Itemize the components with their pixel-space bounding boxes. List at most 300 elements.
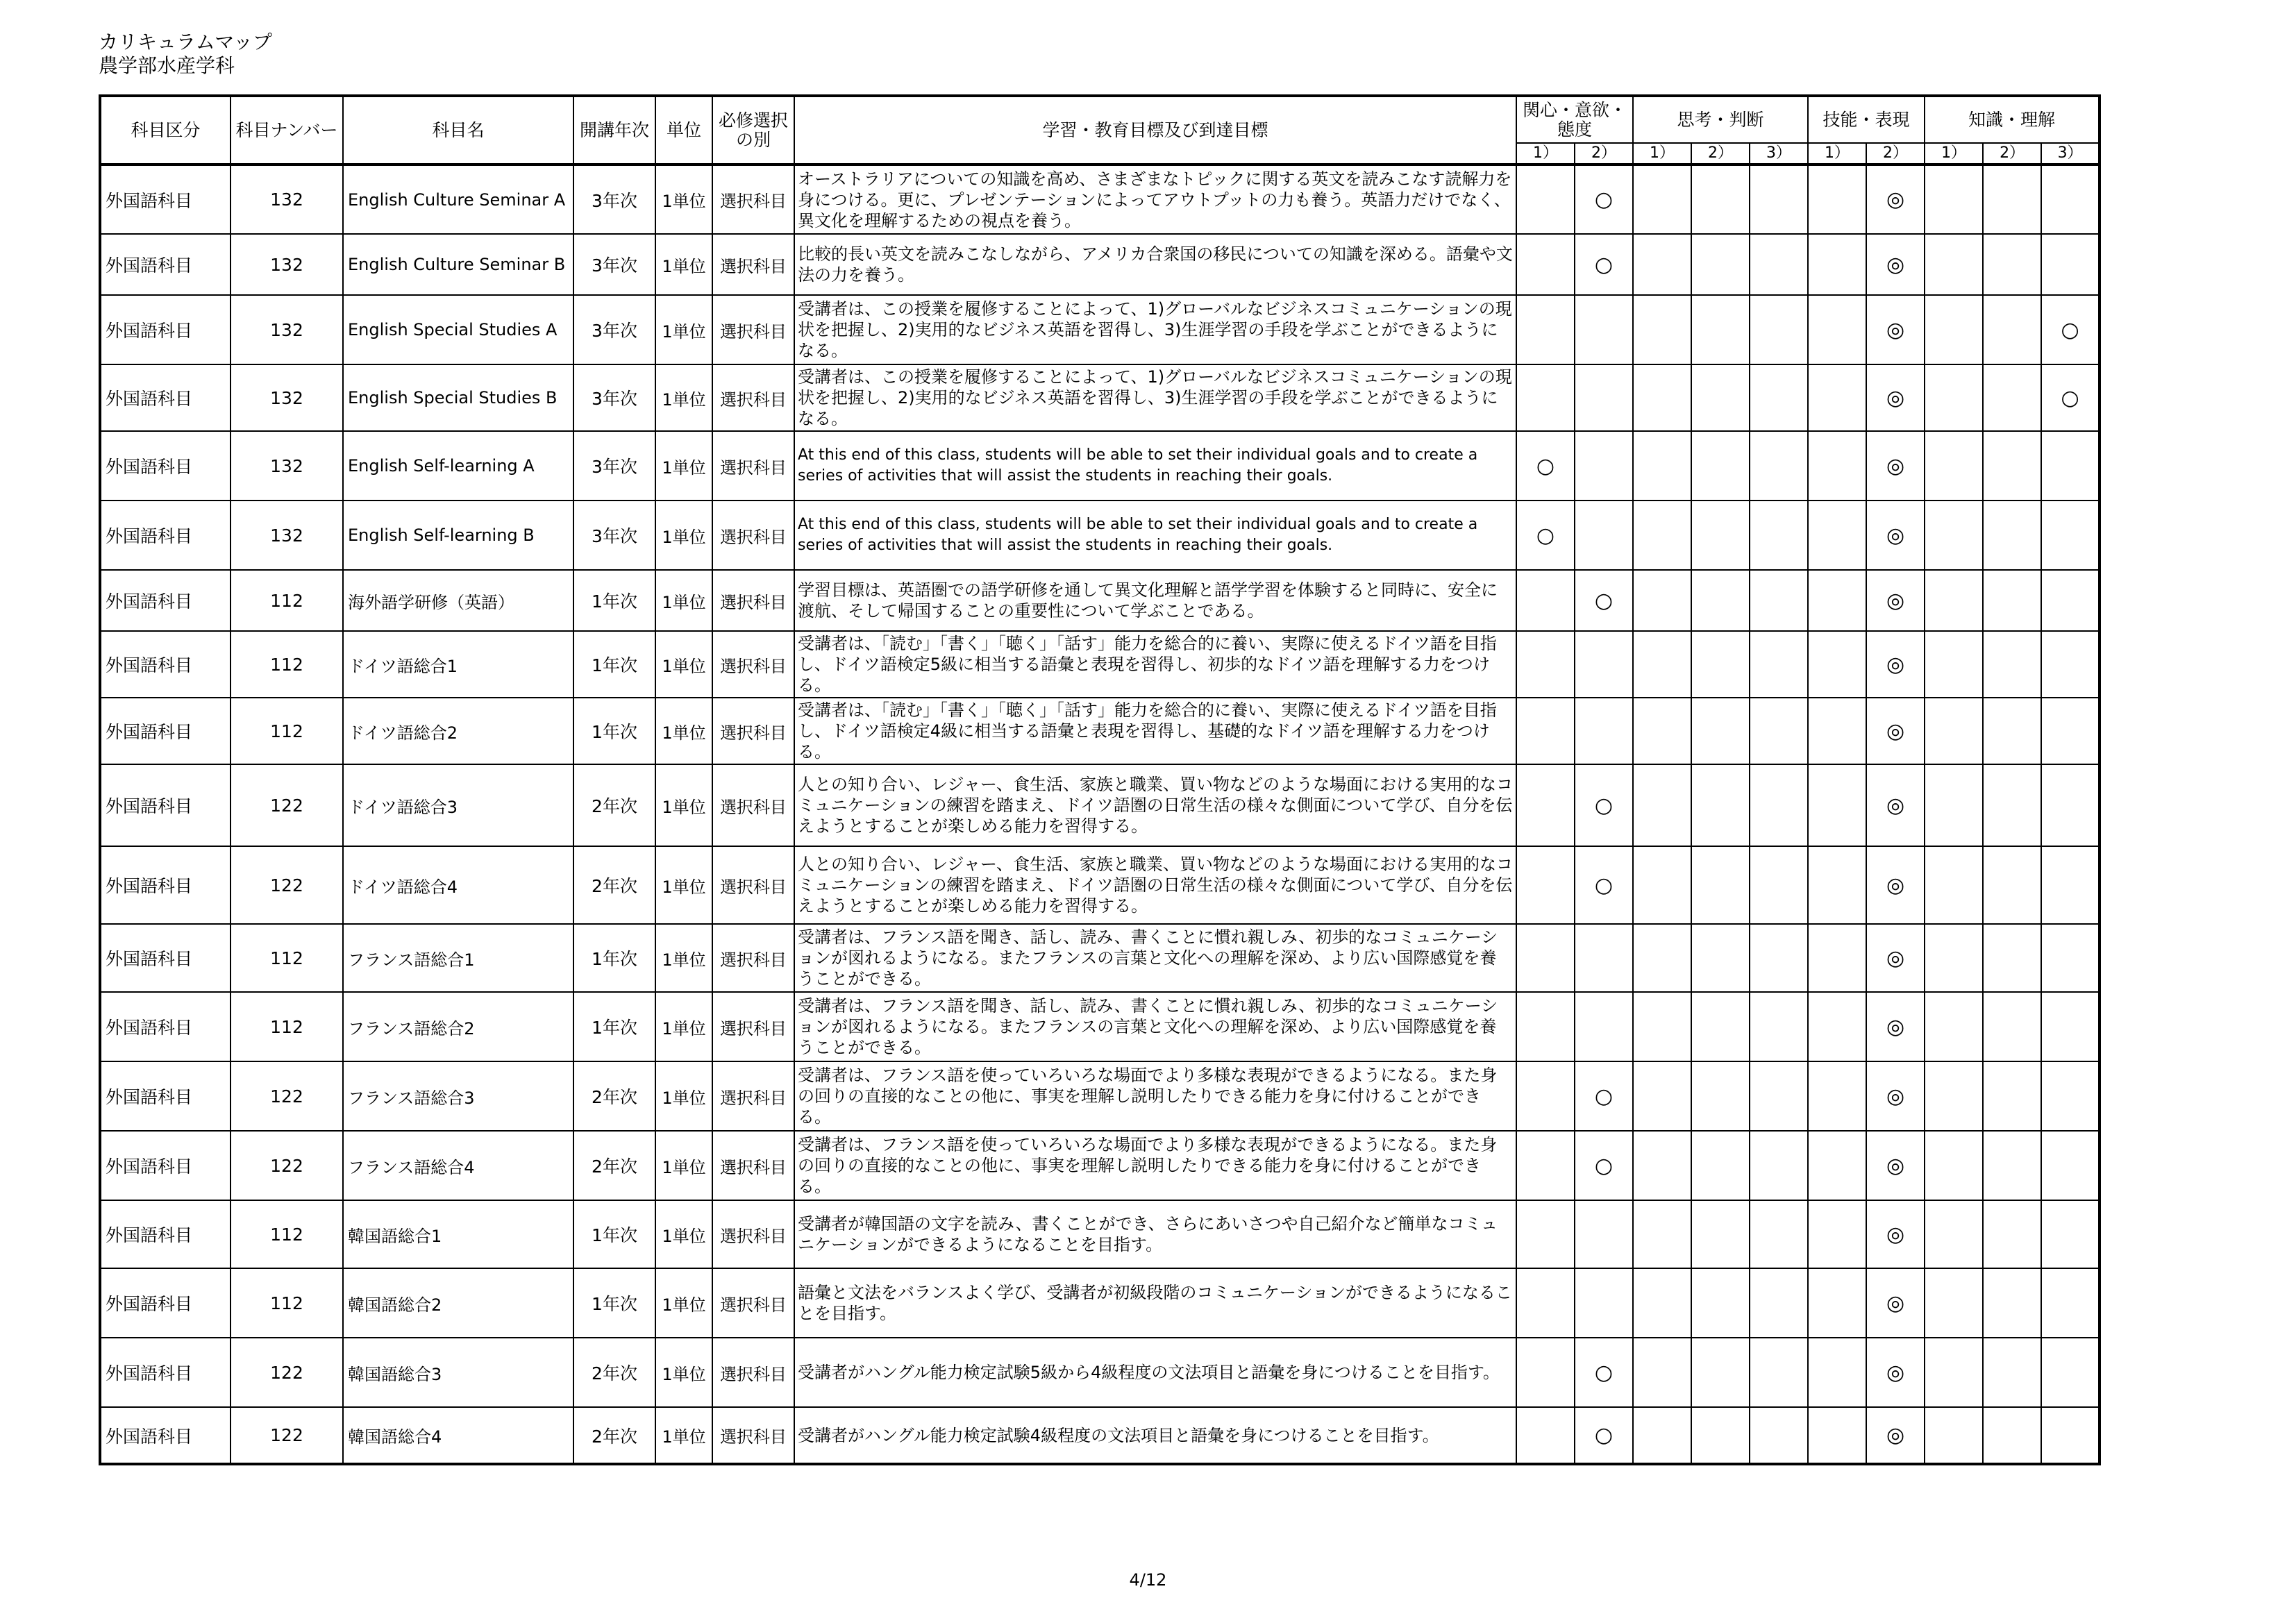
header-group-attitude: 関心・意欲・態度 [1516,96,1633,143]
table-row [100,698,2100,764]
mark-cell [1808,234,1866,295]
goal-cell: 受講者は、フランス語を使っていろいろな場面でより多様な表現ができるようになる。また身の回りの直接的なことの他に、事実を理解し説明したりできる能力を身に付けることができる。 [794,1061,1516,1131]
mark-cell [1516,924,1575,992]
required-cell: 選択科目 [712,165,794,234]
mark-cell [1633,431,1691,501]
mark-cell [1633,992,1691,1061]
category-cell: 外国語科目 [100,698,231,764]
year-cell: 2年次 [573,846,655,924]
year-cell: 3年次 [573,501,655,570]
mark-cell [1925,698,1983,764]
mark-cell [1925,764,1983,846]
mark-cell [1691,1061,1750,1131]
unit-cell: 1単位 [655,570,712,631]
mark-cell [1633,1268,1691,1338]
table-row [100,501,2100,570]
subject-name-cell: ドイツ語総合2 [343,698,573,764]
category-cell: 外国語科目 [100,924,231,992]
mark-cell: ◎ [1866,431,1925,501]
mark-cell [1808,295,1866,364]
mark-cell [1516,295,1575,364]
category-cell: 外国語科目 [100,165,231,234]
unit-cell: 1単位 [655,631,712,698]
header-sub-4: 3） [1750,143,1808,165]
mark-cell [1808,1200,1866,1268]
mark-cell [2041,698,2100,764]
mark-cell [1750,846,1808,924]
category-cell: 外国語科目 [100,1338,231,1407]
mark-cell [1691,1338,1750,1407]
mark-cell [2041,1131,2100,1200]
category-cell: 外国語科目 [100,234,231,295]
header-sub-8: 2） [1983,143,2041,165]
subject-name-cell: フランス語総合4 [343,1131,573,1200]
mark-cell [1808,924,1866,992]
mark-cell [1633,1200,1691,1268]
number-cell: 122 [231,1338,343,1407]
subject-name-cell: English Culture Seminar A [343,165,573,234]
number-cell: 132 [231,295,343,364]
year-cell: 1年次 [573,570,655,631]
mark-cell [1925,992,1983,1061]
table-row [100,570,2100,631]
category-cell: 外国語科目 [100,431,231,501]
mark-cell [1691,234,1750,295]
mark-cell: ◎ [1866,924,1925,992]
mark-cell [2041,431,2100,501]
number-cell: 122 [231,1061,343,1131]
mark-cell: ◎ [1866,1407,1925,1464]
mark-cell [1750,764,1808,846]
mark-cell [1516,165,1575,234]
required-cell: 選択科目 [712,1200,794,1268]
mark-cell [2041,631,2100,698]
category-cell: 外国語科目 [100,570,231,631]
header-year: 開講年次 [573,96,655,165]
mark-cell [1691,1407,1750,1464]
mark-cell [1633,631,1691,698]
mark-cell [1925,364,1983,431]
required-cell: 選択科目 [712,992,794,1061]
number-cell: 122 [231,1407,343,1464]
unit-cell: 1単位 [655,165,712,234]
required-cell: 選択科目 [712,234,794,295]
mark-cell [1750,234,1808,295]
mark-cell [1983,764,2041,846]
mark-cell [1983,165,2041,234]
required-cell: 選択科目 [712,1338,794,1407]
mark-cell: ◎ [1866,295,1925,364]
mark-cell [1983,698,2041,764]
unit-cell: 1単位 [655,698,712,764]
mark-cell [2041,846,2100,924]
unit-cell: 1単位 [655,924,712,992]
mark-cell: ○ [1575,1407,1633,1464]
goal-cell: 人との知り合い、レジャー、食生活、家族と職業、買い物などのような場面における実用的なコミュニケーションの練習を踏まえ、ドイツ語圏の日常生活の様々な側面について学び、自分を伝えようとすることが楽しめる能力を習得する。 [794,846,1516,924]
header-sub-5: 1） [1808,143,1866,165]
mark-cell [1808,431,1866,501]
subject-name-cell: English Self-learning B [343,501,573,570]
mark-cell [1633,1061,1691,1131]
mark-cell [1633,846,1691,924]
mark-cell [1925,1407,1983,1464]
category-cell: 外国語科目 [100,992,231,1061]
header-sub-6: 2） [1866,143,1925,165]
required-cell: 選択科目 [712,364,794,431]
goal-cell: 受講者は、「読む」「書く」「聴く」「話す」能力を総合的に養い、実際に使えるドイツ語を目指し、ドイツ語検定4級に相当する語彙と表現を習得し、基礎的なドイツ語を理解する力をつける。 [794,698,1516,764]
number-cell: 112 [231,698,343,764]
mark-cell [1750,1268,1808,1338]
mark-cell: ◎ [1866,846,1925,924]
mark-cell [1691,165,1750,234]
subject-name-cell: ドイツ語総合1 [343,631,573,698]
subject-name-cell: 海外語学研修（英語） [343,570,573,631]
mark-cell [1516,992,1575,1061]
mark-cell [1750,698,1808,764]
table-row [100,631,2100,698]
goal-cell: 受講者は、この授業を履修することによって、1)グローバルなビジネスコミュニケーションの現状を把握し、2)実用的なビジネス英語を習得し、3)生涯学習の手段を学ぶことができるようになる。 [794,364,1516,431]
table-row [100,1131,2100,1200]
mark-cell [1691,1200,1750,1268]
number-cell: 112 [231,570,343,631]
mark-cell [1691,364,1750,431]
mark-cell: ◎ [1866,1061,1925,1131]
unit-cell: 1単位 [655,992,712,1061]
mark-cell [1808,631,1866,698]
subject-name-cell: ドイツ語総合3 [343,764,573,846]
header-sub-9: 3） [2041,143,2100,165]
mark-cell [1516,1200,1575,1268]
goal-cell: 受講者がハングル能力検定試験4級程度の文法項目と語彙を身につけることを目指す。 [794,1407,1516,1464]
mark-cell [1750,1131,1808,1200]
mark-cell: ○ [1516,431,1575,501]
mark-cell [1925,846,1983,924]
number-cell: 122 [231,1131,343,1200]
mark-cell [1925,501,1983,570]
mark-cell [1633,234,1691,295]
mark-cell [1516,1338,1575,1407]
mark-cell [1808,364,1866,431]
unit-cell: 1単位 [655,1200,712,1268]
year-cell: 3年次 [573,165,655,234]
mark-cell [1750,631,1808,698]
year-cell: 3年次 [573,364,655,431]
mark-cell [1983,1338,2041,1407]
number-cell: 132 [231,501,343,570]
mark-cell [1750,295,1808,364]
mark-cell: ◎ [1866,234,1925,295]
mark-cell [1516,846,1575,924]
subject-name-cell: English Special Studies A [343,295,573,364]
required-cell: 選択科目 [712,1268,794,1338]
subject-name-cell: English Special Studies B [343,364,573,431]
mark-cell [2041,570,2100,631]
mark-cell [1925,570,1983,631]
goal-cell: オーストラリアについての知識を高め、さまざまなトピックに関する英文を読みこなす読解力を身につける。更に、プレゼンテーションによってアウトプットの力も養う。英語力だけでなく、異文化を理解するための視点を養う。 [794,165,1516,234]
number-cell: 132 [231,234,343,295]
mark-cell [2041,165,2100,234]
mark-cell [1691,924,1750,992]
unit-cell: 1単位 [655,1338,712,1407]
goal-cell: 人との知り合い、レジャー、食生活、家族と職業、買い物などのような場面における実用的なコミュニケーションの練習を踏まえ、ドイツ語圏の日常生活の様々な側面について学び、自分を伝えようとすることが楽しめる能力を習得する。 [794,764,1516,846]
mark-cell [1750,165,1808,234]
goal-cell: 受講者は、「読む」「書く」「聴く」「話す」能力を総合的に養い、実際に使えるドイツ語を目指し、ドイツ語検定5級に相当する語彙と表現を習得し、初歩的なドイツ語を理解する力をつける。 [794,631,1516,698]
category-cell: 外国語科目 [100,364,231,431]
category-cell: 外国語科目 [100,764,231,846]
subject-name-cell: English Culture Seminar B [343,234,573,295]
mark-cell: ◎ [1866,165,1925,234]
mark-cell: ◎ [1866,764,1925,846]
mark-cell [2041,234,2100,295]
subject-name-cell: フランス語総合1 [343,924,573,992]
required-cell: 選択科目 [712,1061,794,1131]
table-row [100,992,2100,1061]
year-cell: 1年次 [573,1200,655,1268]
header-name: 科目名 [343,96,573,165]
mark-cell [1983,1061,2041,1131]
mark-cell [1575,992,1633,1061]
mark-cell [1633,165,1691,234]
mark-cell [1633,698,1691,764]
number-cell: 112 [231,924,343,992]
mark-cell [1516,1407,1575,1464]
mark-cell [1750,1338,1808,1407]
category-cell: 外国語科目 [100,501,231,570]
unit-cell: 1単位 [655,234,712,295]
goal-cell: 比較的長い英文を読みこなしながら、アメリカ合衆国の移民についての知識を深める。語彙や文法の力を養う。 [794,234,1516,295]
mark-cell [1983,924,2041,992]
unit-cell: 1単位 [655,364,712,431]
mark-cell [1691,295,1750,364]
mark-cell [1983,1268,2041,1338]
mark-cell [1808,1338,1866,1407]
mark-cell [1925,924,1983,992]
mark-cell [1750,364,1808,431]
unit-cell: 1単位 [655,764,712,846]
mark-cell: ◎ [1866,698,1925,764]
subject-name-cell: 韓国語総合3 [343,1338,573,1407]
mark-cell: ○ [1575,165,1633,234]
mark-cell [1925,165,1983,234]
subject-name-cell: 韓国語総合1 [343,1200,573,1268]
table-row [100,1200,2100,1268]
header-category: 科目区分 [100,96,231,165]
mark-cell [1575,364,1633,431]
mark-cell [1808,570,1866,631]
mark-cell [2041,764,2100,846]
mark-cell [1575,431,1633,501]
mark-cell [1983,431,2041,501]
mark-cell [1808,764,1866,846]
year-cell: 1年次 [573,631,655,698]
mark-cell [1750,1407,1808,1464]
required-cell: 選択科目 [712,431,794,501]
table-row [100,1407,2100,1464]
subject-name-cell: フランス語総合3 [343,1061,573,1131]
mark-cell [1925,1200,1983,1268]
mark-cell [1575,698,1633,764]
mark-cell: ○ [1516,501,1575,570]
mark-cell [1983,992,2041,1061]
title-line-1: カリキュラムマップ [99,31,273,53]
goal-cell: 学習目標は、英語圏での語学研修を通して異文化理解と語学学習を体験すると同時に、安全に渡航、そして帰国することの重要性について学ぶことである。 [794,570,1516,631]
mark-cell: ◎ [1866,570,1925,631]
mark-cell [1516,234,1575,295]
subject-name-cell: フランス語総合2 [343,992,573,1061]
mark-cell: ◎ [1866,1338,1925,1407]
mark-cell [2041,992,2100,1061]
document-title [99,31,272,78]
mark-cell [1750,1061,1808,1131]
header-number: 科目ナンバー [231,96,343,165]
unit-cell: 1単位 [655,1268,712,1338]
unit-cell: 1単位 [655,1061,712,1131]
year-cell: 1年次 [573,1268,655,1338]
mark-cell [1633,501,1691,570]
mark-cell: ◎ [1866,1200,1925,1268]
mark-cell [1808,501,1866,570]
mark-cell: ◎ [1866,364,1925,431]
number-cell: 112 [231,631,343,698]
unit-cell: 1単位 [655,846,712,924]
year-cell: 1年次 [573,698,655,764]
category-cell: 外国語科目 [100,631,231,698]
mark-cell [1983,1407,2041,1464]
number-cell: 122 [231,764,343,846]
title-line-2: 農学部水産学科 [99,54,235,77]
mark-cell [1808,165,1866,234]
number-cell: 112 [231,992,343,1061]
header-group-thinking: 思考・判断 [1633,96,1808,143]
year-cell: 2年次 [573,1061,655,1131]
mark-cell [1575,1268,1633,1338]
mark-cell [1575,501,1633,570]
mark-cell [1808,1061,1866,1131]
category-cell: 外国語科目 [100,1407,231,1464]
mark-cell [1925,1131,1983,1200]
mark-cell [1516,570,1575,631]
mark-cell [1750,992,1808,1061]
mark-cell [1983,1131,2041,1200]
mark-cell [1983,295,2041,364]
header-goals: 学習・教育目標及び到達目標 [794,96,1516,165]
goal-cell: 受講者は、フランス語を使っていろいろな場面でより多様な表現ができるようになる。また身の回りの直接的なことの他に、事実を理解し説明したりできる能力を身に付けることができる。 [794,1131,1516,1200]
required-cell: 選択科目 [712,570,794,631]
mark-cell [1983,631,2041,698]
mark-cell: ◎ [1866,992,1925,1061]
mark-cell [2041,1061,2100,1131]
curriculum-map-table [99,94,2101,1465]
mark-cell [1808,698,1866,764]
category-cell: 外国語科目 [100,1200,231,1268]
mark-cell: ○ [1575,1338,1633,1407]
header-sub-3: 2） [1691,143,1750,165]
header-sub-1: 2） [1575,143,1633,165]
required-cell: 選択科目 [712,924,794,992]
unit-cell: 1単位 [655,1407,712,1464]
mark-cell [2041,501,2100,570]
header-sub-7: 1） [1925,143,1983,165]
mark-cell [1691,1131,1750,1200]
mark-cell [1750,924,1808,992]
mark-cell: ○ [1575,764,1633,846]
mark-cell [1633,1131,1691,1200]
header-sub-0: 1） [1516,143,1575,165]
mark-cell [1808,1131,1866,1200]
mark-cell [1925,1268,1983,1338]
mark-cell [1575,924,1633,992]
mark-cell: ○ [1575,570,1633,631]
mark-cell [1691,764,1750,846]
mark-cell [1808,1268,1866,1338]
mark-cell: ○ [2041,295,2100,364]
subject-name-cell: ドイツ語総合4 [343,846,573,924]
mark-cell [1691,631,1750,698]
mark-cell [1925,295,1983,364]
mark-cell: ○ [1575,846,1633,924]
mark-cell [1633,764,1691,846]
mark-cell: ○ [1575,1061,1633,1131]
mark-cell: ○ [1575,1131,1633,1200]
mark-cell [1925,431,1983,501]
table-row [100,924,2100,992]
mark-cell: ○ [1575,234,1633,295]
year-cell: 2年次 [573,1407,655,1464]
mark-cell [1516,1061,1575,1131]
table-row [100,1268,2100,1338]
mark-cell [1633,1338,1691,1407]
mark-cell [1983,1200,2041,1268]
subject-name-cell: 韓国語総合4 [343,1407,573,1464]
number-cell: 122 [231,846,343,924]
table-row [100,364,2100,431]
header-unit: 単位 [655,96,712,165]
mark-cell: ○ [2041,364,2100,431]
year-cell: 3年次 [573,295,655,364]
table-row [100,846,2100,924]
category-cell: 外国語科目 [100,295,231,364]
mark-cell [1983,570,2041,631]
required-cell: 選択科目 [712,501,794,570]
mark-cell [1691,570,1750,631]
required-cell: 選択科目 [712,1407,794,1464]
category-cell: 外国語科目 [100,1061,231,1131]
required-cell: 選択科目 [712,764,794,846]
number-cell: 132 [231,364,343,431]
table-row [100,295,2100,364]
required-cell: 選択科目 [712,295,794,364]
mark-cell [1983,234,2041,295]
header-required: 必修選択の別 [712,96,794,165]
mark-cell [1633,295,1691,364]
mark-cell [1925,234,1983,295]
mark-cell [1808,992,1866,1061]
mark-cell: ◎ [1866,501,1925,570]
table-row [100,431,2100,501]
goal-cell: 受講者は、フランス語を聞き、話し、読み、書くことに慣れ親しみ、初歩的なコミュニケーションが図れるようになる。またフランスの言葉と文化への理解を深め、より広い国際感覚を養うことができる。 [794,992,1516,1061]
goal-cell: 受講者がハングル能力検定試験5級から4級程度の文法項目と語彙を身につけることを目指す。 [794,1338,1516,1407]
number-cell: 132 [231,165,343,234]
mark-cell [1516,764,1575,846]
table-row [100,764,2100,846]
header-group-knowledge: 知識・理解 [1925,96,2100,143]
mark-cell [1691,846,1750,924]
mark-cell [1516,1131,1575,1200]
mark-cell [1925,1338,1983,1407]
category-cell: 外国語科目 [100,1131,231,1200]
mark-cell [2041,924,2100,992]
mark-cell [1691,1268,1750,1338]
